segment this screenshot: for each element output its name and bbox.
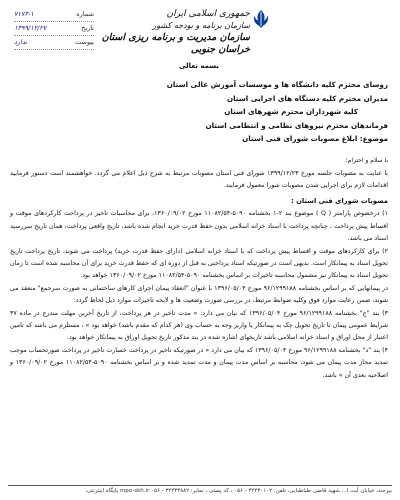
organization-title — [80, 8, 250, 56]
resolution-item: ۱) درخصوص پارامتر ( Q ) موضوع بند ۲-۱ بخشنامه ۵۰۹۰-۱۱۰۸۲/۵۴ مورخ ۱۳۶۰/۰۹/۰۲، برای محاسبات تاخیر در پرداخت کارکردهای موقت و اقساط پیش پرداخت ، چنانچه پرداخت با اسناد خزانه اسلامی بدون حفظ قدرت خرید انجام شده باشد، تاریخ واقعی پرداخت، همان تاریخ سررسید اسناد می باشد. — [10, 210, 389, 243]
recipient-line: فرماندهان محترم نیروهای نظامی و انتظامی استان — [205, 120, 388, 130]
org-line-2: سازمان برنامه و بودجه کشور — [152, 21, 250, 30]
recipient-line: کلیه شهرداران محترم شهرهای استان — [224, 107, 358, 116]
meta-attachment: پیوست ندارد — [14, 36, 94, 50]
salutation: بسمه تعالی — [178, 62, 220, 70]
letterhead — [10, 4, 388, 74]
resolution-item: ۴) بند "د" بخشنامه ۹۶/۱۲۹۹۱۸۸ مورخ ۱۳۹۶/۰۵/۰۴ که بیان می دارد « در صورتیکه تاخیر در پرداخت خسارت تاخیر در پرداخت صورتحساب موجب تمدید مجاز مدت پیمان می شود، محاسبه بر اساس مدت پیمان و مدت تمدید شده و بر اساس بخشنامه ۵۰۹۰-۱۱۰۸۲/۵۴ مورخ ۱۳۶۰/۰۹/۰۲ و اصلاحیه بعدی آن » باشد. — [10, 346, 388, 379]
footer-address: بیرجند، خیابان آیت ا... شهید قاضی طباطبایی، تلفن: ۳۲۴۳۰۱۰۲ - ۰۵۶ ، کد پستی ، نمابر: ۳۲۴۳۳۸۸۲ - ۰۵۶ mpo-skh.ir پایگاه اینترنتی: — [8, 485, 392, 494]
recipient-line: مدیران محترم کلیه دستگاه های اجرایی استان — [226, 93, 388, 103]
recipient-line: روسای محترم کلیه دانشگاه ها و موسسات آموزش عالی استان — [166, 80, 388, 89]
iran-emblem-icon — [252, 8, 270, 30]
subject-line: موضوع: ابلاغ مصوبات شورای فنی استان — [242, 134, 388, 143]
meta-number: شماره ۷۱۷۳-۱ — [14, 8, 94, 22]
org-line-1: جمهوری اسلامی ایران — [166, 9, 250, 19]
letter-meta — [14, 8, 94, 50]
resolution-item: ۲) برای کارکردهای موقت و اقساط پیش پرداخت که با اسناد خزانه اسلامی (دارای حفظ قدرت خرید) پرداخت می شوند، تاریخ پرداخت تاریخ تحویل اسناد به پیمانکار است. بدیهی است در صورتیکه اسناد پرداختی به قبل از دوره ای که حفظ قدرت خرید برای آن محاسبه شده است تا زمان تحویل اسناد به پیمانکار نیز مشمول محاسبه تاخیرات بر اساس بخشنامه ۵۰۹۰-۱۱۰۸۲/۵۴ مورخ ۱۳۶۰/۰۹/۰۲ خواهد بود. — [10, 247, 388, 280]
resolution-item: در پیمانهایی که بر اساس بخشنامه ۹۶/۱۲۹۹۱۸۸ مورخ ۱۳۹۶/۰۵/۰۴ با عنوان "انعقاد پیمان اجرای کارهای ساختمانی به صورت سرجمع" منعقد می شوند، ضمن رعایت موارد فوق وکلیه ضوابط مرتبط، در بررسی صورت وضعیت ها و لایحه تاخیرات موارد ذیل لحاظ گردد: — [10, 284, 388, 305]
intro-paragraph: با عنایت به مصوبات جلسه مورخ ۱۳۹۹/۱۲/۲۳ شورای فنی استان مصوبات مرتبط به شرح ذیل اعلام می گردد. خواهشمند است دستور فرمایید اقدامات لازم برای اجرایی شدن مصوبات شورا معمول فرمایند. — [10, 169, 388, 189]
resolution-item: ۳) بند "ج" بخشنامه ۹۶/۱۲۹۹۱۸۸ مورخ ۱۳۹۶/۰۵/۰۴ که بیان می دارد: « مدت تاخیر در هر پرداخت، از تاریخ آخرین مهلت مندرج در ماده ۳۷ شرایط عمومی پیمان تا تاریخ تحویل چک به پیمانکار یا واریز وجه به حساب وی (هر کدام که مقدم باشد) خواهد بود » ، مستلزم می باشد که تامین اعتبار از محل اوراق و اسناد خزانه اسلامی باشد تاریخهای اشاره شده در بند مذکور تاریخ تحویل اوراق به پیمانکار خواهد بود. — [10, 309, 388, 342]
greeting: با سلام و احترام؛ — [345, 156, 388, 164]
resolutions-heading: مصوبات شورای فنی استان : — [291, 197, 388, 206]
org-line-3: سازمان مدیریت و برنامه ریزی استان خراسان جنوبی — [101, 32, 250, 55]
meta-date: تاریخ ۱۳۹۹/۱۲/۲۷ — [14, 22, 94, 36]
recipients-block — [10, 78, 388, 146]
